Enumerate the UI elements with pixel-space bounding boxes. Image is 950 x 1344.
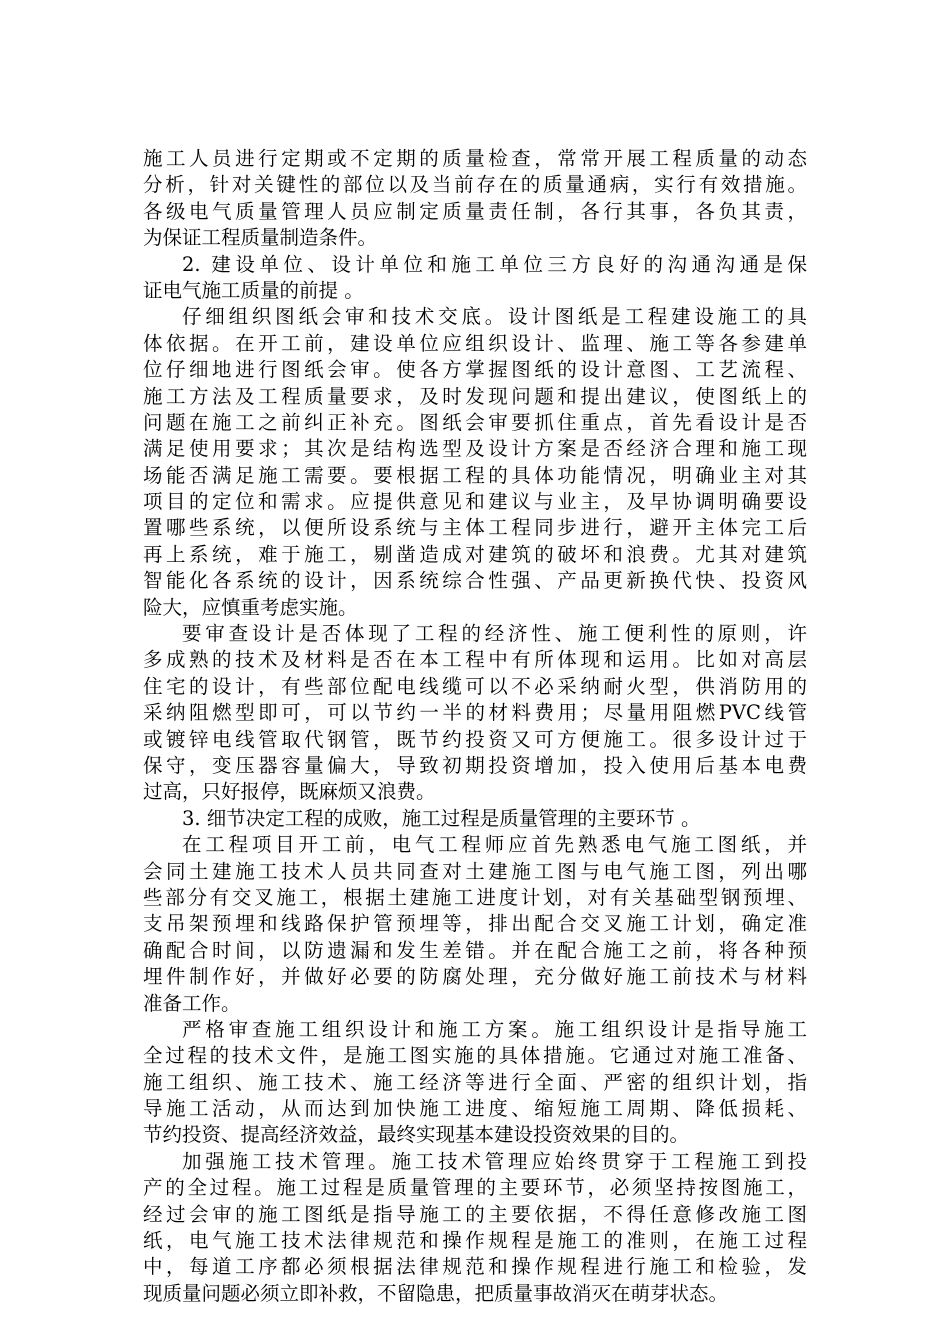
text-line: 产的全过程。施工过程是质量管理的主要环节，必须坚持按图施工， (143, 1176, 807, 1200)
text-line: 或镀锌电线管取代钢管，既节约投资又可方便施工。很多设计过于 (143, 727, 807, 751)
paragraph (143, 806, 807, 832)
text-line: 证电气施工质量的前提 。 (143, 278, 364, 302)
paragraph (143, 1149, 807, 1307)
paragraph (143, 252, 807, 305)
text-line: 再上系统，难于施工，剔凿造成对建筑的破坏和浪费。尤其对建筑 (143, 542, 807, 566)
text-line: 住宅的设计，有些部位配电线缆可以不必采纳耐火型，供消防用的 (143, 674, 807, 698)
text-line: 导施工活动，从而达到加快施工进度、缩短施工周期、降低损耗、 (143, 1097, 807, 1121)
text-line: 加强施工技术管理。施工技术管理应始终贯穿于工程施工到投 (182, 1149, 807, 1173)
text-line: 仔细组织图纸会审和技术交底。设计图纸是工程建设施工的具 (182, 305, 807, 329)
text-line: 要审查设计是否体现了工程的经济性、施工便利性的原则，许 (182, 622, 807, 646)
text-line: 节约投资、提高经济效益，最终实现基本建设投资效果的目的。 (143, 1123, 690, 1147)
text-line: 过高，只好报停，既麻烦又浪费。 (143, 780, 436, 804)
paragraph (143, 832, 807, 1017)
text-line: 采纳阻燃型即可，可以节约一半的材料费用；尽量用阻燃PVC线管 (143, 701, 807, 725)
text-line: 项目的定位和需求。应提供意见和建议与业主，及早协调明确要设 (143, 490, 807, 514)
text-line: 2. 建设单位、设计单位和施工单位三方良好的沟通沟通是保 (182, 252, 807, 276)
text-line: 施工组织、施工技术、施工经济等进行全面、严密的组织计划，指 (143, 1070, 807, 1094)
text-line: 在工程项目开工前，电气工程师应首先熟悉电气施工图纸，并 (182, 833, 807, 857)
text-line: 体依据。在开工前，建设单位应组织设计、监理、施工等各参建单 (143, 331, 807, 355)
text-line: 纸，电气施工技术法律规范和操作规程是施工的准则，在施工过程 (143, 1229, 807, 1253)
paragraph (143, 146, 807, 252)
text-line: 中，每道工序都必须根据法律规范和操作规程进行施工和检验，发 (143, 1255, 807, 1279)
paragraph (143, 304, 807, 621)
text-line: 问题在施工之前纠正补充。图纸会审要抓住重点，首先看设计是否 (143, 410, 807, 434)
text-line: 保守，变压器容量偏大，导致初期投资增加，投入使用后基本电费 (143, 753, 807, 777)
text-line: 埋件制作好，并做好必要的防腐处理，充分做好施工前技术与材料 (143, 965, 807, 989)
text-line: 经过会审的施工图纸是指导施工的主要依据，不得任意修改施工图 (143, 1202, 807, 1226)
text-line: 各级电气质量管理人员应制定质量责任制，各行其事，各负其责， (143, 199, 807, 223)
text-line: 险大，应慎重考虑实施。 (143, 595, 358, 619)
text-line: 严格审查施工组织设计和施工方案。施工组织设计是指导施工 (182, 1017, 807, 1041)
text-line: 多成熟的技术及材料是否在本工程中有所体现和运用。比如对高层 (143, 648, 807, 672)
text-line: 场能否满足施工需要。要根据工程的具体功能情况，明确业主对其 (143, 463, 807, 487)
text-line: 支吊架预埋和线路保护管预埋等，排出配合交叉施工计划，确定准 (143, 912, 807, 936)
text-line: 置哪些系统，以便所设系统与主体工程同步进行，避开主体完工后 (143, 516, 807, 540)
paragraph (143, 1017, 807, 1149)
text-line: 施工方法及工程质量要求，及时发现问题和提出建议，使图纸上的 (143, 384, 807, 408)
text-line: 全过程的技术文件，是施工图实施的具体措施。它通过对施工准备、 (143, 1044, 807, 1068)
text-line: 施工人员进行定期或不定期的质量检查，常常开展工程质量的动态 (143, 147, 807, 170)
document-body (143, 146, 807, 1307)
text-line: 准备工作。 (143, 991, 241, 1015)
text-line: 现质量问题必须立即补救，不留隐患，把质量事故消灭在萌芽状态。 (143, 1281, 729, 1305)
text-line: 3. 细节决定工程的成败，施工过程是质量管理的主要环节 。 (182, 806, 701, 830)
text-line: 分析，针对关键性的部位以及当前存在的质量通病，实行有效措施。 (143, 173, 807, 197)
text-line: 会同土建施工技术人员共同查对土建施工图与电气施工图，列出哪 (143, 859, 807, 883)
text-line: 确配合时间，以防遗漏和发生差错。并在配合施工之前，将各种预 (143, 938, 807, 962)
text-line: 智能化各系统的设计，因系统综合性强、产品更新换代快、投资风 (143, 569, 807, 593)
text-line: 些部分有交叉施工，根据土建施工进度计划，对有关基础型钢预埋、 (143, 885, 807, 909)
paragraph (143, 621, 807, 806)
text-line: 位仔细地进行图纸会审。使各方掌握图纸的设计意图、工艺流程、 (143, 358, 807, 382)
text-line: 为保证工程质量制造条件。 (143, 226, 378, 250)
text-line: 满足使用要求；其次是结构选型及设计方案是否经济合理和施工现 (143, 437, 807, 461)
